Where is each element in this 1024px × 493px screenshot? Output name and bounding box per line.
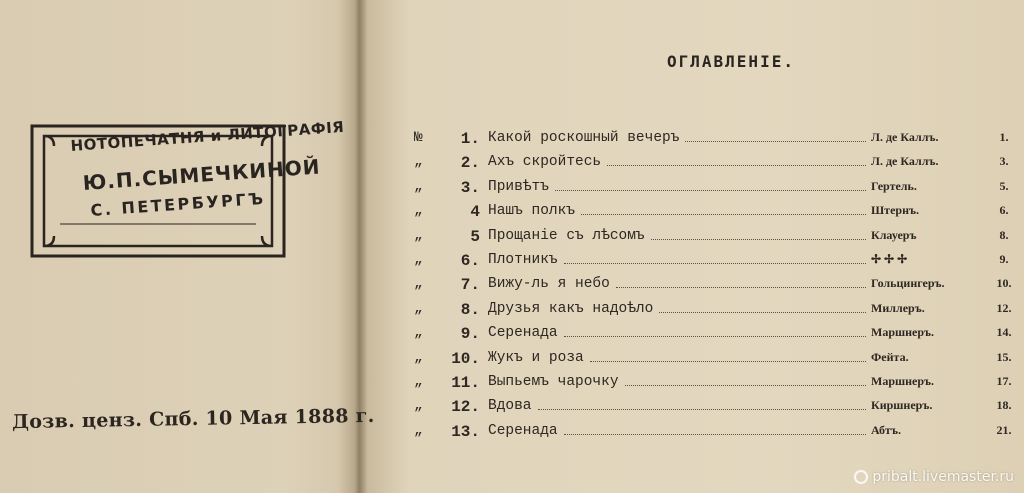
toc-page: 14. bbox=[996, 325, 1012, 340]
toc-page: 21. bbox=[996, 422, 1012, 437]
toc-author: Киршнеръ. bbox=[871, 398, 933, 413]
toc-mark: „ bbox=[414, 154, 423, 171]
toc-mark: „ bbox=[414, 422, 423, 439]
toc-number: 8. bbox=[460, 300, 480, 319]
toc-mark: „ bbox=[414, 178, 423, 195]
toc-number: 13. bbox=[451, 422, 480, 441]
toc-leader-dots bbox=[625, 385, 866, 386]
stamp-line-1: НОТОПЕЧАТНЯ и ЛИТОГРАФІЯ bbox=[70, 117, 345, 155]
toc-author: Клауеръ bbox=[871, 227, 917, 242]
toc-mark: „ bbox=[414, 203, 423, 220]
toc-leader-dots bbox=[538, 409, 866, 410]
toc-mark: „ bbox=[414, 374, 423, 390]
toc-row bbox=[414, 423, 1024, 445]
toc-mark: „ bbox=[414, 300, 423, 317]
watermark-text: pribalt.livemaster.ru bbox=[872, 469, 1014, 485]
toc-number: 6. bbox=[460, 252, 480, 270]
toc-song-title: Вдова bbox=[488, 398, 532, 415]
toc-leader-dots bbox=[564, 263, 866, 264]
toc-title: ОГЛАВЛЕНІЕ. bbox=[667, 52, 795, 71]
toc-mark: „ bbox=[414, 325, 423, 342]
toc-row bbox=[414, 252, 1024, 274]
toc-row bbox=[414, 301, 1024, 323]
toc-author: Л. де Каллъ. bbox=[871, 130, 939, 144]
toc-author: ✢ ✢ ✢ bbox=[871, 252, 908, 266]
toc-row bbox=[414, 350, 1024, 372]
toc-author: Маршнеръ. bbox=[871, 374, 935, 388]
left-page bbox=[0, 0, 375, 493]
toc-mark: „ bbox=[414, 227, 423, 244]
toc-leader-dots bbox=[581, 214, 866, 215]
toc-leader-dots bbox=[564, 434, 866, 435]
toc-mark: „ bbox=[414, 252, 423, 268]
toc-row bbox=[414, 228, 1024, 250]
toc-mark: „ bbox=[414, 276, 423, 293]
toc-row bbox=[414, 154, 1024, 176]
toc-song-title: Ахъ скройтесь bbox=[488, 154, 602, 171]
toc-leader-dots bbox=[564, 336, 866, 337]
watermark-icon bbox=[854, 470, 868, 484]
toc-author: Штернъ. bbox=[871, 203, 919, 218]
toc-song-title: Вижу-ль я небо bbox=[488, 276, 610, 293]
toc-number: 7. bbox=[460, 276, 480, 295]
toc-song-title: Серенада bbox=[488, 325, 558, 342]
toc-mark: „ bbox=[414, 349, 423, 366]
toc-leader-dots bbox=[607, 165, 866, 166]
toc-page: 3. bbox=[999, 154, 1009, 169]
toc-leader-dots bbox=[590, 361, 866, 362]
toc-row bbox=[414, 374, 1024, 396]
stamp-line-3: С. ПЕТЕРБУРГЪ bbox=[90, 188, 267, 220]
toc-page: 1. bbox=[999, 130, 1009, 144]
toc-row bbox=[414, 276, 1024, 298]
toc-author: Маршнеръ. bbox=[871, 325, 935, 340]
toc-mark: № bbox=[414, 130, 423, 146]
toc-song-title: Жукъ и роза bbox=[488, 349, 584, 366]
toc-song-title: Выпьемъ чарочку bbox=[488, 374, 619, 390]
toc-page: 15. bbox=[996, 349, 1012, 364]
toc-song-title: Какой роскошный вечеръ bbox=[488, 130, 680, 146]
toc-row bbox=[414, 203, 1024, 225]
toc-number: 9. bbox=[460, 325, 480, 344]
toc-song-title: Друзья какъ надоѣло bbox=[488, 300, 654, 317]
toc-leader-dots bbox=[659, 312, 866, 313]
toc-author: Л. де Каллъ. bbox=[871, 154, 939, 169]
toc-mark: „ bbox=[414, 398, 423, 415]
toc-number: 12. bbox=[451, 398, 480, 417]
toc-page: 10. bbox=[996, 276, 1012, 291]
toc-leader-dots bbox=[685, 141, 866, 142]
publisher-stamp bbox=[30, 117, 345, 258]
toc-page: 17. bbox=[996, 374, 1012, 388]
censor-note: Дозв. ценз. Спб. 10 Мая 1888 г. bbox=[11, 404, 375, 434]
toc-page: 18. bbox=[996, 398, 1012, 413]
toc-page: 8. bbox=[999, 227, 1009, 242]
toc-page: 12. bbox=[996, 300, 1012, 315]
toc-author: Гертель. bbox=[871, 178, 917, 193]
toc-author: Абтъ. bbox=[871, 422, 901, 437]
toc-author: Миллеръ. bbox=[871, 300, 925, 315]
toc-song-title: Нашъ полкъ bbox=[488, 203, 576, 220]
toc-page: 5. bbox=[999, 178, 1009, 193]
toc-author: Гольцингеръ. bbox=[871, 276, 945, 291]
toc-leader-dots bbox=[555, 190, 866, 191]
watermark bbox=[854, 469, 1014, 485]
toc-number: 11. bbox=[451, 374, 480, 392]
toc-author: Фейта. bbox=[871, 349, 909, 364]
toc-number: 10. bbox=[451, 349, 480, 368]
toc-number: 5 bbox=[470, 227, 480, 246]
toc-leader-dots bbox=[616, 287, 866, 288]
right-page bbox=[362, 0, 1024, 493]
toc-song-title: Серенада bbox=[488, 422, 558, 439]
toc-number: 1. bbox=[460, 130, 480, 148]
toc-song-title: Прощаніе съ лѣсомъ bbox=[488, 227, 645, 244]
toc-page: 6. bbox=[999, 203, 1009, 218]
toc-number: 2. bbox=[460, 154, 480, 173]
toc-page: 9. bbox=[999, 252, 1009, 266]
toc-row bbox=[414, 130, 1024, 152]
toc-number: 3. bbox=[460, 178, 480, 197]
toc-number: 4 bbox=[470, 203, 480, 222]
toc-row bbox=[414, 179, 1024, 201]
toc-song-title: Привѣтъ bbox=[488, 178, 549, 195]
toc-row bbox=[414, 398, 1024, 420]
toc-row bbox=[414, 325, 1024, 347]
stamp-line-2: Ю.П.СЫМЕЧКИНОЙ bbox=[82, 154, 322, 195]
toc-song-title: Плотникъ bbox=[488, 252, 558, 268]
toc-leader-dots bbox=[651, 239, 866, 240]
